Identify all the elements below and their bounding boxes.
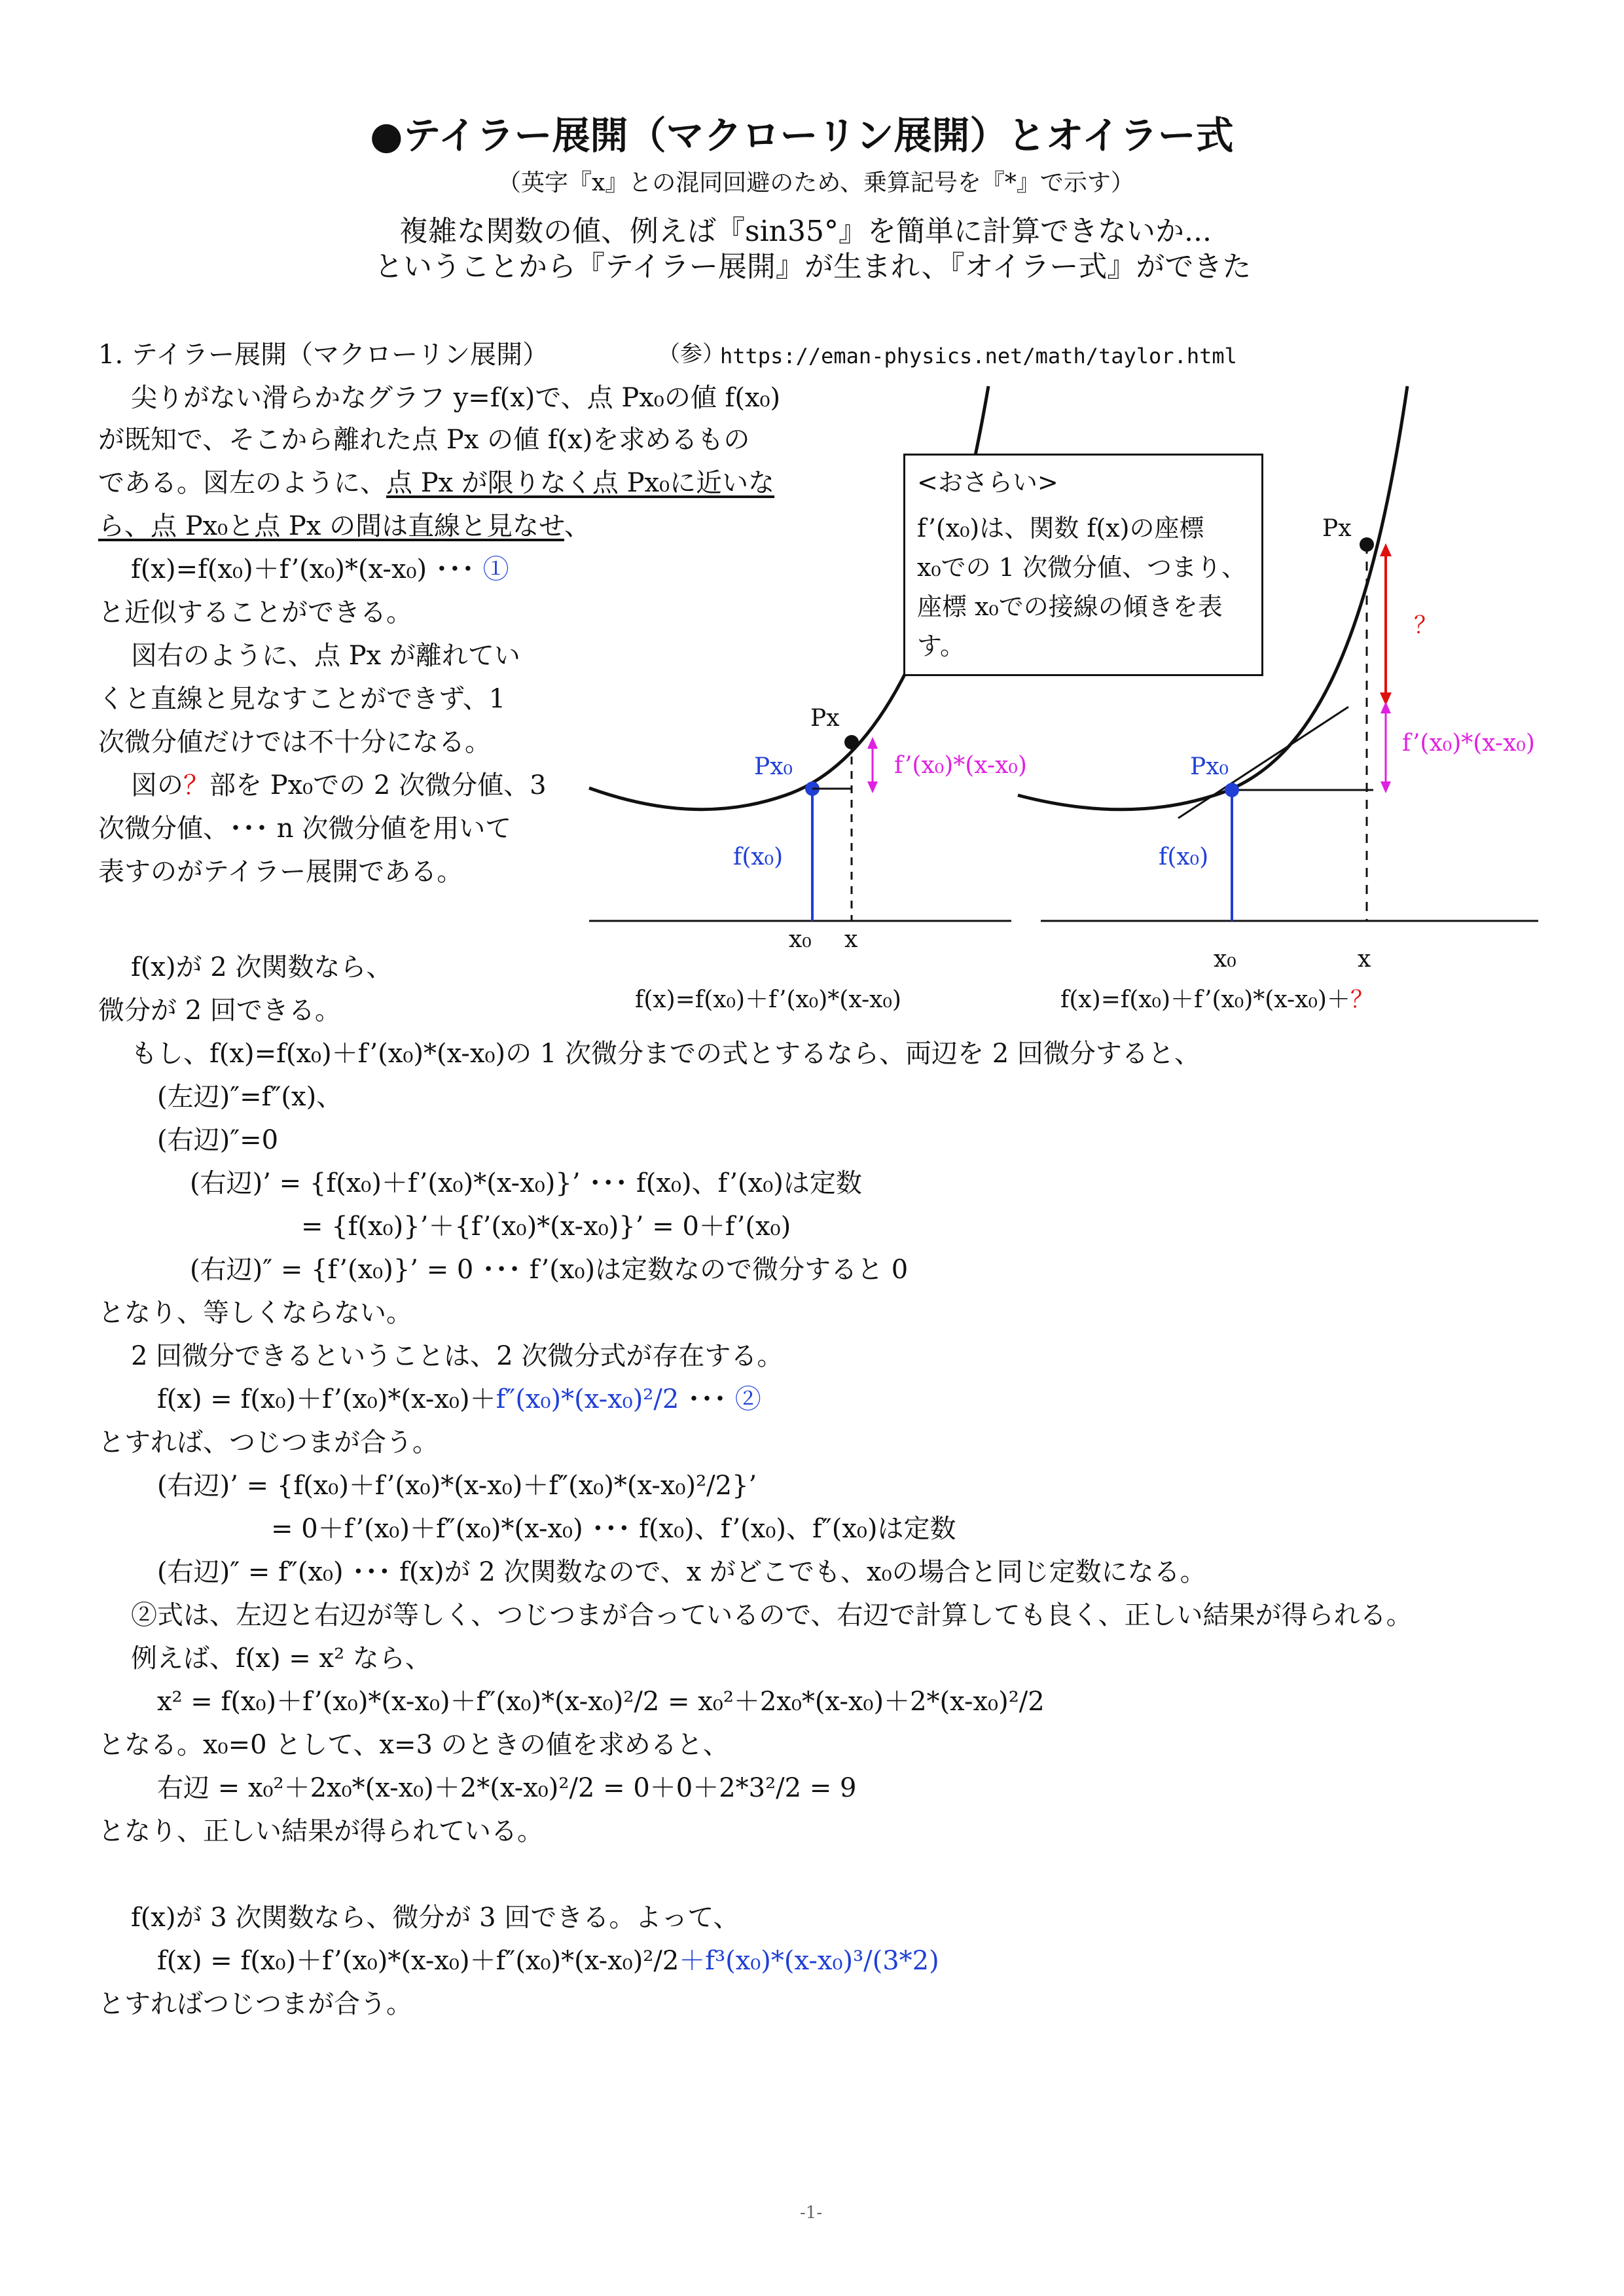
- body-p15: 例えば、f(x) = x² なら、: [131, 1643, 431, 1674]
- reference-url[interactable]: https://eman-physics.net/math/taylor.html: [720, 344, 1237, 368]
- right-px-label: Px: [1322, 515, 1352, 542]
- right-q-label: ？: [1414, 612, 1438, 639]
- body-p16: x² = f(x₀)＋f’(x₀)*(x-x₀)＋f″(x₀)*(x-x₀)²/2 = x₀²＋2x₀*(x-x₀)＋2*(x-x₀)²/2: [157, 1687, 1045, 1717]
- intro-line-11: 表すのがテイラー展開である。: [98, 857, 463, 887]
- body-p7: (右辺)″ = {f’(x₀)}’ = 0 ･･･ f’(x₀)は定数なので微分すると 0: [190, 1255, 909, 1285]
- left-caption: f(x)=f(x₀)＋f’(x₀)*(x-x₀): [635, 986, 901, 1013]
- body-p9: 2 回微分できるということは、2 次微分式が存在する。: [131, 1341, 784, 1371]
- body-p3: (左辺)″=f″(x)、: [157, 1082, 343, 1112]
- body-p11: (右辺)’ = {f(x₀)＋f’(x₀)*(x-x₀)＋f″(x₀)*(x-x₀)²/2}’: [157, 1471, 757, 1501]
- left-deriv-arrowhead-up: [867, 737, 878, 749]
- intro-line-9-a: 図の: [131, 770, 183, 800]
- question-mark: ？: [183, 770, 209, 800]
- right-px0-label: Px₀: [1190, 753, 1229, 780]
- body-p21: とすればつじつまが合う。: [98, 1989, 412, 2019]
- intro-line-6: 図右のように、点 Px が離れてい: [131, 641, 520, 671]
- right-deriv-arrowhead-down: [1380, 781, 1391, 793]
- equation-2-c: ･･･: [679, 1384, 735, 1414]
- body-p18: 右辺 = x₀²＋2x₀*(x-x₀)＋2*(x-x₀)²/2 = 0＋0＋2*3²/2 = 9: [157, 1773, 857, 1803]
- left-x-label: x: [844, 926, 858, 953]
- note-line-2: x₀での 1 次微分値、つまり、: [917, 553, 1247, 582]
- body-p19: となり、正しい結果が得られている。: [98, 1816, 543, 1846]
- body-p4: (右辺)″=0: [157, 1125, 279, 1155]
- right-px0-point: [1225, 783, 1239, 797]
- note-line-1: f’(x₀)は、関数 f(x)の座標: [917, 514, 1204, 543]
- page-subtitle: （英字『x』との混同回避のため、乗算記号を『*』で示す）: [497, 170, 1134, 196]
- body-p8: となり、等しくならない。: [98, 1298, 412, 1328]
- equation-2-b: f″(x₀)*(x-x₀)²/2: [496, 1384, 679, 1414]
- equation-1-mark: ①: [482, 554, 509, 584]
- intro-line-9-b: 部を Px₀での 2 次微分値、3: [209, 770, 547, 800]
- right-fx0-label: f(x₀): [1159, 844, 1209, 870]
- body-p20: f(x)が 3 次関数なら、微分が 3 回できる。よって、: [131, 1903, 740, 1933]
- left-fx0-label: f(x₀): [733, 844, 784, 870]
- note-line-4: す。: [917, 632, 965, 660]
- right-q-arrowhead-up: [1380, 543, 1392, 556]
- note-line-3: 座標 x₀での接線の傾きを表: [917, 592, 1223, 621]
- body-p6: = {f(x₀)}’＋{f’(x₀)*(x-x₀)}’ = 0＋f’(x₀): [301, 1211, 791, 1242]
- intro-line-4-underlined: ら、点 Px₀と点 Px の間は直線と見なせ: [98, 511, 564, 541]
- equation-3-a: f(x) = f(x₀)＋f’(x₀)*(x-x₀)＋f″(x₀)*(x-x₀)²/2: [157, 1946, 679, 1976]
- intro-line-3-underlined: 点 Px が限りなく点 Px₀に近いな: [386, 468, 775, 498]
- equation-3-b: ＋f³(x₀)*(x-x₀)³/(3*2): [679, 1946, 939, 1976]
- right-deriv-arrowhead-up: [1380, 702, 1391, 713]
- note-title: <おさらい>: [917, 468, 1058, 497]
- intro-line-1: 尖りがない滑らかなグラフ y=f(x)で、点 Px₀の値 f(x₀): [131, 383, 781, 413]
- page-number: -1-: [800, 2203, 823, 2223]
- intro-line-8: 次微分値だけでは不十分になる。: [98, 727, 491, 757]
- intro-line-4-b: 、: [564, 511, 590, 541]
- intro-line-10: 次微分値、･･･ n 次微分値を用いて: [98, 814, 512, 844]
- equation-1-text: f(x)=f(x₀)＋f’(x₀)*(x-x₀) ･･･: [131, 554, 475, 584]
- note-box: [903, 454, 1263, 676]
- equation-2: [157, 1386, 761, 1412]
- right-x-label: x: [1358, 946, 1371, 973]
- right-caption-q: ？: [1350, 986, 1374, 1013]
- body-p13: (右辺)″ = f″(x₀) ･･･ f(x)が 2 次関数なので、x がどこでも、x₀の場合と同じ定数になる。: [157, 1557, 1206, 1587]
- body-p17: となる。x₀=0 として、x=3 のときの値を求めると、: [98, 1730, 729, 1760]
- left-px-label: Px: [810, 705, 840, 732]
- body-p5: (右辺)’ = {f(x₀)＋f’(x₀)*(x-x₀)}’ ･･･ f(x₀)、f’(x₀)は定数: [190, 1168, 862, 1198]
- body-p2: もし、f(x)=f(x₀)＋f’(x₀)*(x-x₀)の 1 次微分までの式とするなら、両辺を 2 回微分すると、: [131, 1039, 1200, 1069]
- page-title: ●テイラー展開（マクローリン展開）とオイラー式: [370, 113, 1234, 158]
- intro-line-7: くと直線と見なすことができず、1: [98, 684, 506, 714]
- right-deriv-label: f’(x₀)*(x-x₀): [1402, 730, 1535, 757]
- left-x0-label: x₀: [789, 926, 812, 953]
- reference-label: （参）: [658, 341, 725, 367]
- body-p10: とすれば、つじつまが合う。: [98, 1427, 439, 1458]
- section-heading: 1. テイラー展開（マクローリン展開）: [98, 340, 549, 370]
- body-p12: = 0＋f’(x₀)＋f″(x₀)*(x-x₀) ･･･ f(x₀)、f’(x₀)、f″(x₀)は定数: [271, 1514, 956, 1544]
- intro-line-3-a: である。図左のように、: [98, 468, 386, 498]
- right-caption-text: f(x)=f(x₀)＋f’(x₀)*(x-x₀)＋: [1060, 986, 1350, 1013]
- left-px0-label: Px₀: [754, 753, 793, 780]
- left-deriv-label: f’(x₀)*(x-x₀): [894, 752, 1027, 779]
- lead-line-1: 複雑な関数の値、例えば『sin35°』を簡単に計算できないか...: [399, 215, 1212, 248]
- equation-3: [157, 1948, 939, 1974]
- right-caption: [1060, 988, 1374, 1012]
- body-p1b: 微分が 2 回できる。: [98, 996, 341, 1026]
- intro-line-2: が既知で、そこから離れた点 Px の値 f(x)を求めるもの: [98, 425, 750, 455]
- intro-line-5: と近似することができる。: [98, 598, 412, 628]
- equation-2-mark: ②: [734, 1384, 761, 1414]
- body-p14: ②式は、左辺と右辺が等しく、つじつまが合っているので、右辺で計算しても良く、正しい結果が得られる。: [131, 1600, 1413, 1630]
- body-p1a: f(x)が 2 次関数なら、: [131, 952, 393, 982]
- equation-2-a: f(x) = f(x₀)＋f’(x₀)*(x-x₀)＋: [157, 1384, 496, 1414]
- right-x0-label: x₀: [1214, 946, 1236, 973]
- lead-line-2: ということから『テイラー展開』が生まれ、『オイラー式』ができた: [374, 250, 1252, 283]
- left-deriv-arrowhead-down: [867, 781, 878, 793]
